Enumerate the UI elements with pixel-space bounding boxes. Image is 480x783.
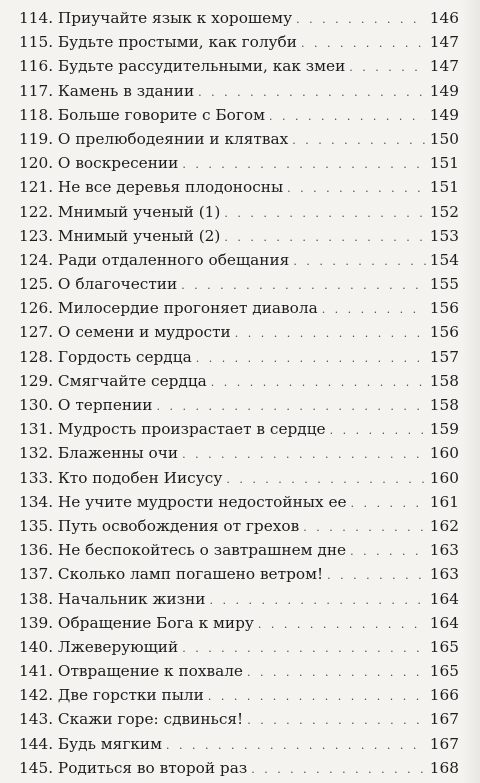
toc-entry-page-number: 158 <box>429 371 459 390</box>
toc-entry <box>19 541 459 565</box>
dot-leader <box>224 207 425 220</box>
toc-entry <box>19 565 459 589</box>
toc-entry-page-number: 156 <box>429 323 459 342</box>
toc-entry <box>19 348 459 372</box>
toc-entry <box>19 275 459 299</box>
toc-entry <box>19 420 459 444</box>
toc-entry-title: 140. Лжеверующий <box>19 637 179 656</box>
toc-entry-page-number: 164 <box>429 589 459 608</box>
dot-leader <box>251 763 426 776</box>
toc-entry-page-number: 165 <box>429 637 459 656</box>
toc-entry <box>19 82 459 106</box>
toc-entry-title: 141. Отвращение к похвале <box>19 662 243 681</box>
toc-entry <box>19 517 459 541</box>
dot-leader <box>209 594 425 607</box>
toc-entry-title: 124. Ради отдаленного обещания <box>19 250 290 269</box>
dot-leader <box>211 376 426 389</box>
toc-entry-title: 143. Скажи горе: сдвинься! <box>19 710 244 729</box>
toc-entry-title: 116. Будьте рассудительными, как змеи <box>19 57 346 76</box>
toc-entry-title: 119. О прелюбодеянии и клятвах <box>19 129 289 148</box>
toc-entry <box>19 590 459 614</box>
dot-leader <box>247 666 426 679</box>
toc-entry-title: 142. Две горстки пыли <box>19 686 204 705</box>
toc-entry <box>19 614 459 638</box>
toc-entry-page-number: 147 <box>429 57 459 76</box>
toc-entry <box>19 372 459 396</box>
toc-entry-title: 135. Путь освобождения от грехов <box>19 516 300 535</box>
dot-leader <box>296 13 426 26</box>
dot-leader <box>269 110 426 123</box>
toc-entry-title: 134. Не учите мудрости недостойных ее <box>19 492 347 511</box>
toc-entry-page-number: 158 <box>429 396 459 414</box>
dot-leader <box>235 327 426 340</box>
dot-leader <box>330 424 426 437</box>
toc-entry-title: 122. Мнимый ученый (1) <box>19 202 221 221</box>
toc-entry-page-number: 157 <box>429 347 459 366</box>
toc-entry-title: 127. О семени и мудрости <box>19 323 231 342</box>
toc-entry-title: 129. Смягчайте сердца <box>19 371 207 390</box>
dot-leader <box>226 473 425 486</box>
toc-entry <box>19 130 459 154</box>
dot-leader <box>292 134 426 147</box>
toc-entry <box>19 396 459 420</box>
toc-entry <box>19 33 459 57</box>
dot-leader <box>156 400 425 413</box>
toc-entry <box>19 9 459 33</box>
toc-entry <box>19 299 459 323</box>
toc-entry <box>19 469 459 493</box>
toc-entry-title: 125. О благочестии <box>19 275 178 294</box>
toc-entry-title: 133. Кто подобен Иисусу <box>19 468 223 487</box>
toc-entry-title: 115. Будьте простыми, как голуби <box>19 33 297 52</box>
dot-leader <box>293 255 425 268</box>
toc-entry-page-number: 168 <box>429 758 459 777</box>
toc-entry-page-number: 149 <box>429 81 459 100</box>
dot-leader <box>350 545 426 558</box>
toc-entry-title: 121. Не все деревья плодоносны <box>19 178 284 197</box>
toc-entry-title: 144. Будь мягким <box>19 734 162 753</box>
toc-entry-title: 137. Сколько ламп погашено ветром! <box>19 565 324 584</box>
toc-entry-page-number: 160 <box>429 444 459 463</box>
toc-entry-page-number: 153 <box>429 226 459 245</box>
toc-entry <box>19 57 459 81</box>
toc-entry-page-number: 151 <box>429 178 459 197</box>
toc-entry-page-number: 161 <box>429 492 459 511</box>
toc-entry-title: 138. Начальник жизни <box>19 589 206 608</box>
toc-entry-page-number: 167 <box>429 734 459 753</box>
toc-entry-page-number: 149 <box>429 105 459 124</box>
dot-leader <box>182 448 426 461</box>
toc-entry <box>19 203 459 227</box>
toc-entry-page-number: 152 <box>429 202 459 221</box>
toc-entry-title: 130. О терпении <box>19 396 153 414</box>
toc-entry-page-number: 164 <box>429 613 459 632</box>
toc-entry <box>19 251 459 275</box>
toc-entry-title: 123. Мнимый ученый (2) <box>19 226 221 245</box>
toc-entry-page-number: 146 <box>429 9 459 27</box>
dot-leader <box>287 182 426 195</box>
toc-entry-page-number: 163 <box>429 541 459 560</box>
toc-entry-title: 118. Больше говорите с Богом <box>19 105 265 124</box>
toc-entry-title: 120. О воскресении <box>19 154 179 173</box>
toc-entry-title: 126. Милосердие прогоняет диавола <box>19 299 318 318</box>
toc-entry-page-number: 154 <box>429 250 459 269</box>
toc-entry-title: 145. Родиться во второй раз <box>19 758 248 777</box>
toc-entry-page-number: 151 <box>429 154 459 173</box>
page-edge-bleed <box>462 0 480 783</box>
table-of-contents <box>19 9 459 783</box>
toc-entry <box>19 686 459 710</box>
toc-entry <box>19 154 459 178</box>
toc-entry <box>19 178 459 202</box>
toc-entry <box>19 638 459 662</box>
toc-entry-page-number: 155 <box>429 275 459 294</box>
toc-entry-page-number: 150 <box>429 129 459 148</box>
dot-leader <box>303 521 426 534</box>
toc-entry-page-number: 159 <box>429 420 459 439</box>
toc-entry-title: 114. Приучайте язык к хорошему <box>19 9 293 27</box>
dot-leader <box>198 86 426 99</box>
toc-entry-title: 136. Не беспокойтесь о завтрашнем дне <box>19 541 347 560</box>
dot-leader <box>327 569 426 582</box>
toc-entry-page-number: 156 <box>429 299 459 318</box>
dot-leader <box>258 618 426 631</box>
toc-entry-title: 117. Камень в здании <box>19 81 195 100</box>
dot-leader <box>181 279 426 292</box>
toc-entry-page-number: 162 <box>429 516 459 535</box>
toc-entry <box>19 227 459 251</box>
toc-entry <box>19 735 459 759</box>
toc-entry-page-number: 160 <box>429 468 459 487</box>
toc-entry-title: 128. Гордость сердца <box>19 347 192 366</box>
dot-leader <box>351 497 426 510</box>
dot-leader <box>208 690 426 703</box>
toc-entry <box>19 106 459 130</box>
toc-entry-title: 139. Обращение Бога к миру <box>19 613 254 632</box>
dot-leader <box>247 714 426 727</box>
toc-entry-page-number: 147 <box>429 33 459 52</box>
toc-entry <box>19 710 459 734</box>
dot-leader <box>322 303 426 316</box>
toc-entry-title: 131. Мудрость произрастает в сердце <box>19 420 326 439</box>
dot-leader <box>301 37 426 50</box>
toc-entry <box>19 493 459 517</box>
toc-entry <box>19 323 459 347</box>
toc-entry-page-number: 165 <box>429 662 459 681</box>
dot-leader <box>224 231 425 244</box>
toc-entry-page-number: 166 <box>429 686 459 705</box>
dot-leader <box>196 352 426 365</box>
dot-leader <box>166 739 426 752</box>
toc-entry <box>19 444 459 468</box>
dot-leader <box>182 642 426 655</box>
toc-entry-page-number: 163 <box>429 565 459 584</box>
toc-entry-title: 132. Блаженны очи <box>19 444 179 463</box>
dot-leader <box>349 61 426 74</box>
dot-leader <box>182 158 425 171</box>
toc-entry-page-number: 167 <box>429 710 459 729</box>
toc-entry <box>19 662 459 686</box>
toc-entry <box>19 759 459 783</box>
